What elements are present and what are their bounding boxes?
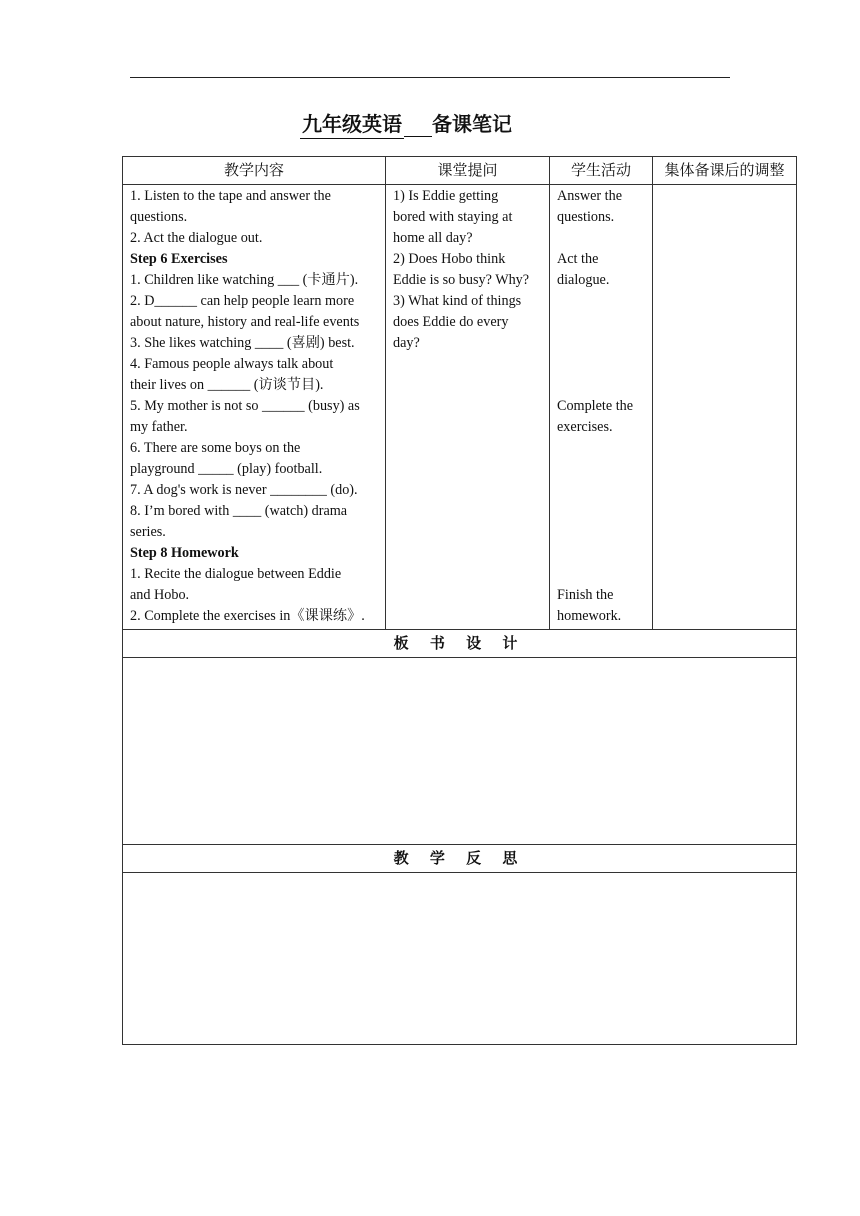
content-line: 6. There are some boys on the bbox=[130, 440, 301, 456]
activity-spacer bbox=[557, 438, 648, 564]
content-line: and Hobo. bbox=[130, 587, 190, 603]
board-design-header-row bbox=[123, 630, 797, 658]
activity-line: exercises. bbox=[557, 419, 613, 435]
content-line: my father. bbox=[130, 419, 188, 435]
page-title bbox=[300, 110, 512, 140]
activity-spacer bbox=[557, 564, 648, 585]
board-design-heading: 板 书 设 计 bbox=[123, 630, 797, 658]
question-line: Eddie is so busy? Why? bbox=[393, 272, 530, 288]
question-line: does Eddie do every bbox=[393, 314, 509, 330]
reflection-body-row bbox=[123, 873, 797, 1045]
column-header-adjustments: 集体备课后的调整 bbox=[653, 157, 797, 185]
table-header-row bbox=[123, 157, 797, 185]
title-suffix: 备课笔记 bbox=[432, 112, 512, 136]
content-line: 5. My mother is not so ______ (busy) as bbox=[130, 398, 360, 414]
content-line: 8. I’m bored with ____ (watch) drama bbox=[130, 503, 348, 519]
questions-lines bbox=[386, 185, 549, 356]
content-line: 1. Listen to the tape and answer the bbox=[130, 188, 331, 204]
content-line: 2. Complete the exercises in《课课练》. bbox=[130, 608, 365, 624]
content-line: 2. Act the dialogue out. bbox=[130, 230, 263, 246]
content-line: 1. Children like watching ___ (卡通片). bbox=[130, 272, 359, 288]
activity-line: Act the bbox=[557, 251, 599, 267]
column-header-activities: 学生活动 bbox=[550, 157, 653, 185]
content-line: 4. Famous people always talk about bbox=[130, 356, 334, 372]
column-header-content: 教学内容 bbox=[123, 157, 386, 185]
board-design-area bbox=[123, 658, 797, 845]
title-underline-blank bbox=[404, 110, 432, 137]
question-line: 2) Does Hobo think bbox=[393, 251, 506, 267]
lesson-plan-table bbox=[122, 156, 797, 1045]
adjustments-cell bbox=[653, 185, 797, 630]
question-line: bored with staying at bbox=[393, 209, 513, 225]
content-lines bbox=[123, 185, 385, 629]
questions-cell bbox=[386, 185, 550, 630]
activity-line: Answer the bbox=[557, 188, 623, 204]
activities-lines bbox=[550, 185, 652, 629]
content-line: playground _____ (play) football. bbox=[130, 461, 323, 477]
teaching-reflection-heading: 教 学 反 思 bbox=[123, 845, 797, 873]
activities-cell bbox=[550, 185, 653, 630]
content-line: 3. She likes watching ____ (喜剧) best. bbox=[130, 335, 355, 351]
activity-line: Complete the bbox=[557, 398, 634, 414]
content-line: series. bbox=[130, 524, 166, 540]
activity-spacer bbox=[557, 291, 648, 375]
board-design-body-row bbox=[123, 658, 797, 845]
question-line: 3) What kind of things bbox=[393, 293, 522, 309]
step-heading: Step 8 Homework bbox=[130, 545, 239, 561]
content-line: about nature, history and real-life events bbox=[130, 314, 360, 330]
content-line: 1. Recite the dialogue between Eddie bbox=[130, 566, 342, 582]
reflection-header-row bbox=[123, 845, 797, 873]
title-grade-subject: 九年级英语 bbox=[300, 110, 404, 139]
question-line: home all day? bbox=[393, 230, 473, 246]
activity-line: Finish the bbox=[557, 587, 614, 603]
activity-spacer bbox=[557, 228, 648, 249]
step-heading: Step 6 Exercises bbox=[130, 251, 228, 267]
activity-line: homework. bbox=[557, 608, 622, 624]
activity-spacer bbox=[557, 375, 648, 396]
table-body-row bbox=[123, 185, 797, 630]
teaching-reflection-area bbox=[123, 873, 797, 1045]
activity-line: questions. bbox=[557, 209, 615, 225]
content-cell bbox=[123, 185, 386, 630]
column-header-questions: 课堂提问 bbox=[386, 157, 550, 185]
question-line: day? bbox=[393, 335, 420, 351]
content-line: 7. A dog's work is never ________ (do). bbox=[130, 482, 358, 498]
content-line: 2. D______ can help people learn more bbox=[130, 293, 355, 309]
activity-line: dialogue. bbox=[557, 272, 610, 288]
content-line: their lives on ______ (访谈节目). bbox=[130, 377, 324, 393]
header-rule bbox=[130, 77, 730, 78]
question-line: 1) Is Eddie getting bbox=[393, 188, 499, 204]
content-line: questions. bbox=[130, 209, 188, 225]
